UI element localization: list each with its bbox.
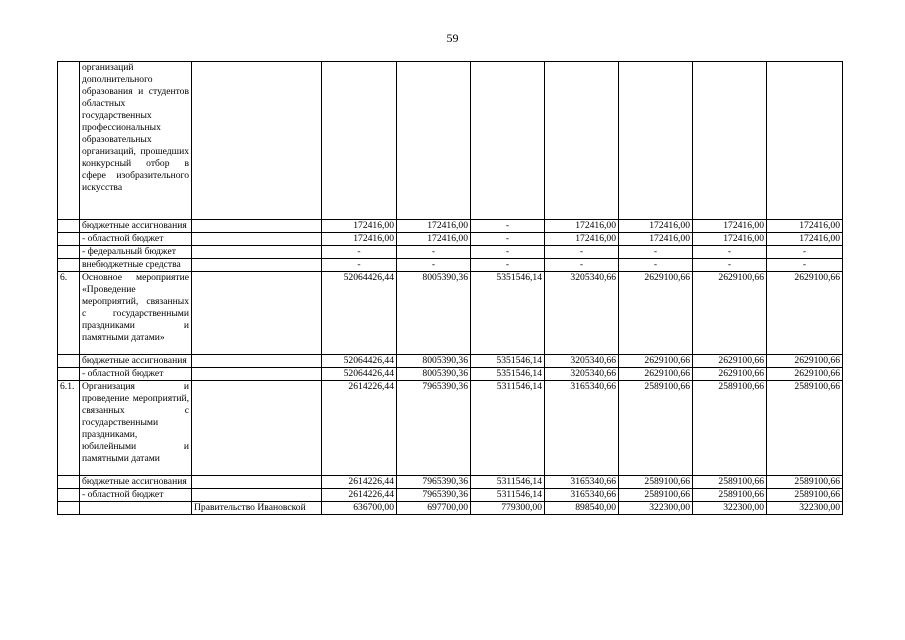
value-cell: 2629100,66: [767, 368, 843, 381]
value-cell: 172416,00: [322, 233, 397, 246]
value-cell: 322300,00: [619, 502, 693, 515]
value-cell: 779300,00: [471, 502, 545, 515]
value-cell: 5351546,14: [471, 355, 545, 368]
value-cell: 7965390,36: [397, 381, 471, 476]
table-row: [58, 62, 843, 220]
value-cell: -: [619, 246, 693, 259]
value-cell: 2629100,66: [619, 355, 693, 368]
value-cell: 322300,00: [767, 502, 843, 515]
row-name-cell: бюджетные ассигнования: [80, 220, 192, 233]
value-cell: 52064426,44: [322, 272, 397, 355]
value-cell: 8005390,36: [397, 368, 471, 381]
value-cell: 697700,00: [397, 502, 471, 515]
value-cell: -: [322, 259, 397, 272]
row-executor-cell: [192, 476, 322, 489]
value-cell: -: [471, 233, 545, 246]
value-cell: 172416,00: [693, 220, 767, 233]
row-name-cell: Основное мероприятие «Проведение мероприятий, связанных с государственными праздниками и памятными датами»: [80, 272, 192, 355]
value-cell: -: [471, 259, 545, 272]
value-cell: 2589100,66: [767, 476, 843, 489]
value-cell: 3205340,66: [545, 272, 619, 355]
row-executor-cell: [192, 259, 322, 272]
row-number-cell: [58, 220, 80, 233]
row-name-cell: Организация и проведение мероприятий, связанных с государственными праздниками, юбилейными и памятными датами: [80, 381, 192, 476]
value-cell: 636700,00: [322, 502, 397, 515]
row-number-cell: 6.: [58, 272, 80, 355]
row-executor-cell: [192, 220, 322, 233]
table-row: [58, 259, 843, 272]
table-row: [58, 381, 843, 476]
value-cell: 898540,00: [545, 502, 619, 515]
row-number-cell: [58, 259, 80, 272]
value-cell: 2589100,66: [767, 489, 843, 502]
value-cell: 2614226,44: [322, 489, 397, 502]
row-name-cell: бюджетные ассигнования: [80, 476, 192, 489]
value-cell: 3205340,66: [545, 355, 619, 368]
value-cell: -: [322, 246, 397, 259]
table-row: [58, 476, 843, 489]
value-cell: 2589100,66: [693, 381, 767, 476]
value-cell: 2589100,66: [619, 381, 693, 476]
table-row: [58, 489, 843, 502]
value-cell: [767, 62, 843, 220]
row-number-cell: [58, 476, 80, 489]
row-name-cell: [80, 502, 192, 515]
value-cell: 2629100,66: [619, 272, 693, 355]
budget-table: [57, 61, 843, 515]
table-row: [58, 233, 843, 246]
value-cell: 8005390,36: [397, 272, 471, 355]
value-cell: 3165340,66: [545, 381, 619, 476]
row-executor-cell: [192, 233, 322, 246]
value-cell: -: [397, 246, 471, 259]
value-cell: 8005390,36: [397, 355, 471, 368]
value-cell: 172416,00: [397, 220, 471, 233]
row-name-cell: бюджетные ассигнования: [80, 355, 192, 368]
value-cell: -: [693, 259, 767, 272]
value-cell: 5311546,14: [471, 381, 545, 476]
value-cell: 2629100,66: [619, 368, 693, 381]
value-cell: 3205340,66: [545, 368, 619, 381]
value-cell: 172416,00: [619, 233, 693, 246]
row-name-cell: внебюджетные средства: [80, 259, 192, 272]
value-cell: [693, 62, 767, 220]
value-cell: 172416,00: [619, 220, 693, 233]
value-cell: -: [767, 259, 843, 272]
value-cell: 2614226,44: [322, 381, 397, 476]
row-number-cell: [58, 368, 80, 381]
value-cell: -: [471, 220, 545, 233]
value-cell: 2589100,66: [767, 381, 843, 476]
row-number-cell: [58, 233, 80, 246]
value-cell: 172416,00: [767, 220, 843, 233]
table-row: [58, 355, 843, 368]
value-cell: 2589100,66: [619, 476, 693, 489]
value-cell: 5351546,14: [471, 272, 545, 355]
value-cell: -: [619, 259, 693, 272]
value-cell: 52064426,44: [322, 355, 397, 368]
value-cell: 2629100,66: [767, 355, 843, 368]
value-cell: [619, 62, 693, 220]
row-executor-cell: [192, 381, 322, 476]
value-cell: 5311546,14: [471, 489, 545, 502]
value-cell: 2629100,66: [767, 272, 843, 355]
value-cell: 172416,00: [322, 220, 397, 233]
row-number-cell: [58, 62, 80, 220]
table-row: [58, 272, 843, 355]
row-name-cell: - областной бюджет: [80, 233, 192, 246]
value-cell: 3165340,66: [545, 489, 619, 502]
value-cell: [397, 62, 471, 220]
value-cell: 7965390,36: [397, 489, 471, 502]
row-executor-cell: [192, 272, 322, 355]
value-cell: 7965390,36: [397, 476, 471, 489]
value-cell: 5351546,14: [471, 368, 545, 381]
value-cell: 2629100,66: [693, 355, 767, 368]
table-row: [58, 220, 843, 233]
row-executor-cell: [192, 62, 322, 220]
row-number-cell: [58, 246, 80, 259]
value-cell: 2629100,66: [693, 272, 767, 355]
row-executor-cell: Правительство Ивановской: [192, 502, 322, 515]
value-cell: 2589100,66: [693, 476, 767, 489]
value-cell: -: [693, 246, 767, 259]
value-cell: -: [767, 246, 843, 259]
row-executor-cell: [192, 246, 322, 259]
value-cell: 172416,00: [693, 233, 767, 246]
table-row: [58, 246, 843, 259]
value-cell: 2589100,66: [619, 489, 693, 502]
row-executor-cell: [192, 489, 322, 502]
row-name-cell: - областной бюджет: [80, 368, 192, 381]
value-cell: 2589100,66: [693, 489, 767, 502]
row-number-cell: [58, 355, 80, 368]
value-cell: 172416,00: [545, 233, 619, 246]
row-executor-cell: [192, 355, 322, 368]
value-cell: 3165340,66: [545, 476, 619, 489]
value-cell: 322300,00: [693, 502, 767, 515]
value-cell: 172416,00: [397, 233, 471, 246]
value-cell: 172416,00: [545, 220, 619, 233]
row-name-cell: организаций дополнительного образования и студентов областных государственных профессиональных образовательных организаций, прошедших конкурсный отбор в сфере изобразительного искусства: [80, 62, 192, 220]
value-cell: 2629100,66: [693, 368, 767, 381]
budget-table-body: [58, 62, 843, 515]
value-cell: -: [471, 246, 545, 259]
value-cell: -: [545, 259, 619, 272]
value-cell: 52064426,44: [322, 368, 397, 381]
table-row: [58, 368, 843, 381]
value-cell: [545, 62, 619, 220]
row-number-cell: 6.1.: [58, 381, 80, 476]
value-cell: 172416,00: [767, 233, 843, 246]
value-cell: [471, 62, 545, 220]
value-cell: 2614226,44: [322, 476, 397, 489]
row-number-cell: [58, 502, 80, 515]
row-name-cell: - федеральный бюджет: [80, 246, 192, 259]
value-cell: [322, 62, 397, 220]
value-cell: -: [397, 259, 471, 272]
page-number: 59: [446, 31, 459, 45]
row-name-cell: - областной бюджет: [80, 489, 192, 502]
table-row: [58, 502, 843, 515]
value-cell: -: [545, 246, 619, 259]
value-cell: 5311546,14: [471, 476, 545, 489]
row-executor-cell: [192, 368, 322, 381]
row-number-cell: [58, 489, 80, 502]
